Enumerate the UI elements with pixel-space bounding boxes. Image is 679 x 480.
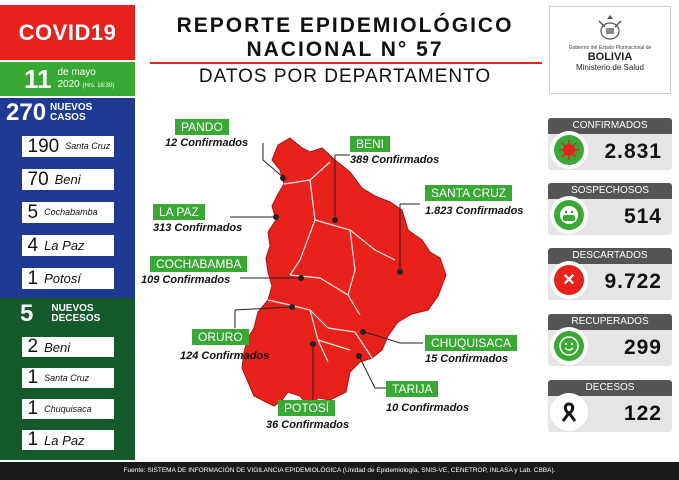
dept-label-beni: BENI [350,136,390,152]
date-month: de mayo [57,66,96,78]
dept-confirmed-tarija: 10 Confirmados [386,402,470,414]
case-count: 70 [27,168,49,190]
dept-label-oruro: ORURO [192,329,249,345]
dept-confirmed-la-paz: 313 Confirmados [153,222,243,234]
department-name: Chuquisaca [44,403,92,414]
x-icon: ✕ [550,261,588,299]
department-name: Cochabamba [44,207,98,217]
new-deaths-label-line1: NUEVOS [51,303,94,314]
new-deaths-label [51,304,100,324]
ribbon-icon [550,393,588,431]
new-deaths-header [0,298,135,330]
source-footer: Fuente: SISTEMA DE INFORMACIÓN DE VIGILANCIA EPIDEMIOLÓGICA (Unidad de Epidemiología, SNIS-VE, CENETROP, INLASA y Lab. CBBA). [0,462,679,480]
indicator-descartados [548,248,672,300]
list-item [20,266,116,291]
list-item [20,200,116,225]
list-item [20,335,116,359]
new-cases-header [0,98,135,128]
dept-label-chuquisaca: CHUQUISACA [425,335,517,351]
case-count: 4 [27,234,39,256]
dept-confirmed-beni: 389 Confirmados [350,154,440,166]
date-year: 2020 [57,78,80,90]
new-deaths-list [0,330,135,460]
dept-label-tarija: TARIJA [386,381,438,397]
death-count: 1 [27,367,39,388]
department-name: Santa Cruz [65,141,111,151]
title-divider [150,62,542,64]
indicator-decesos [548,380,672,432]
department-name: Beni [54,172,81,187]
department-name: La Paz [44,432,85,448]
virus-icon [550,131,588,169]
indicator-label: RECUPERADOS [548,314,672,330]
new-cases-label-line2: CASOS [50,112,86,123]
indicator-value: 2.831 [604,140,662,163]
indicator-confirmados [548,118,672,170]
dept-confirmed-oruro: 124 Confirmados [180,350,270,362]
indicator-label: DECESOS [548,380,672,396]
dept-label-santa-cruz: SANTA CRUZ [425,185,512,201]
dept-confirmed-pando: 12 Confirmados [165,137,249,149]
date-time: (Hrs. 18:30) [82,82,115,89]
indicator-label: DESCARTADOS [548,248,672,264]
new-cases-label [50,103,92,123]
case-count: 1 [27,267,39,289]
government-logo [549,6,671,94]
indicator-sospechosos [548,183,672,235]
case-count: 190 [27,135,60,157]
gov-small-text: Gobierno del Estado Plurinacional de [568,45,652,51]
death-count: 1 [27,398,39,419]
dept-confirmed-cochabamba: 109 Confirmados [141,274,231,286]
list-item [20,428,116,452]
covid19-badge: COVID19 [0,5,135,60]
coat-of-arms-icon [595,15,625,43]
dept-label-cochabamba: COCHABAMBA [150,256,247,272]
date-text [58,67,115,92]
new-cases-total: 270 [6,99,47,126]
bolivia-map-shape [242,138,446,408]
title-line1: REPORTE EPIDEMIOLÓGICO [176,14,514,37]
dept-label-pando: PANDO [175,119,229,135]
page-subtitle: DATOS POR DEPARTAMENTO [198,66,492,87]
indicator-recuperados [548,314,672,366]
list-item [20,233,116,258]
report-title [150,14,540,62]
department-name: Santa Cruz [44,372,90,383]
dept-confirmed-potosi: 36 Confirmados [266,419,350,431]
dept-label-la-paz: LA PAZ [153,204,205,220]
new-deaths-total: 5 [20,300,34,327]
case-count: 5 [27,201,39,223]
indicator-label: SOSPECHOSOS [548,183,672,199]
report-date [0,62,135,96]
new-deaths-label-line2: DECESOS [51,313,101,324]
indicator-value: 122 [623,402,662,425]
title-line2: NACIONAL N° 57 [246,38,444,61]
dept-confirmed-chuquisaca: 15 Confirmados [425,353,509,365]
dept-confirmed-santa-cruz: 1.823 Confirmados [425,205,524,217]
date-day: 11 [24,63,52,94]
death-count: 1 [27,429,39,450]
indicator-value: 299 [623,336,662,359]
country-name: BOLIVIA [587,51,633,63]
mask-icon [550,196,588,234]
indicator-label: CONFIRMADOS [548,118,672,134]
ministry-name: Ministerio de Salud [575,63,645,72]
death-count: 2 [27,336,39,357]
department-name: La Paz [44,238,85,253]
dept-label-potosi: POTOSÍ [278,400,335,416]
smile-icon [550,327,588,365]
indicator-value: 514 [623,205,662,228]
new-cases-label-line1: NUEVOS [50,102,93,113]
list-item [20,167,116,192]
indicator-value: 9.722 [604,270,662,293]
new-cases-list [0,128,135,298]
department-name: Potosí [44,271,81,286]
list-item [20,397,116,421]
list-item [20,366,116,390]
department-name: Beni [44,339,71,355]
list-item [20,134,116,159]
